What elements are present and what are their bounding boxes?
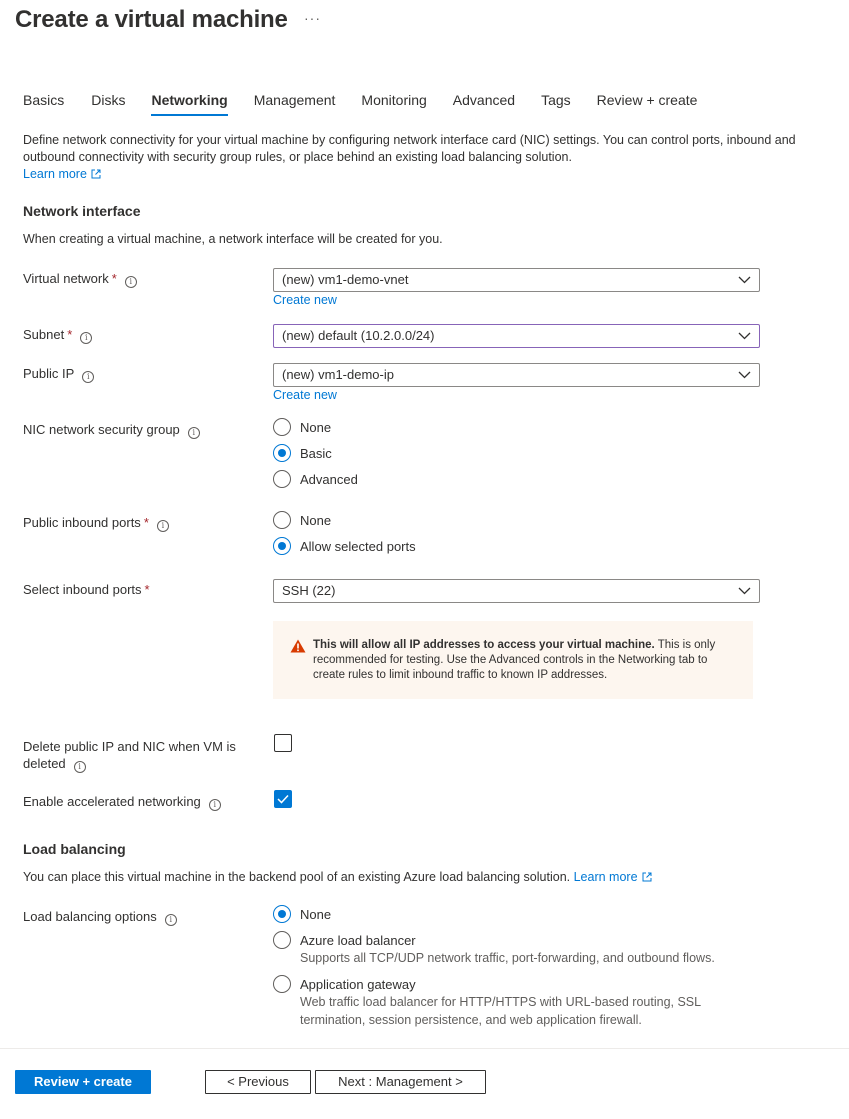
chevron-down-icon — [738, 274, 751, 285]
nsg-option-advanced[interactable]: Advanced — [273, 470, 358, 488]
tab-disks[interactable]: Disks — [91, 92, 126, 108]
nsg-label: NIC network security group i — [23, 421, 200, 439]
create-new-vnet-link[interactable]: Create new — [273, 293, 337, 307]
lb-option-application-gateway[interactable]: Application gateway — [273, 975, 416, 993]
accelerated-networking-label: Enable accelerated networking i — [23, 793, 221, 811]
warning-text: This is only recommended for testing. Use the Advanced controls in the Networking tab to create rules to limit inbound traffic to known IP addresses. — [313, 639, 716, 681]
radio-button-selected[interactable] — [273, 537, 291, 555]
learn-more-link[interactable]: Learn more — [573, 870, 638, 884]
public-ip-select[interactable]: (new) vm1-demo-ip — [273, 363, 760, 387]
public-ip-label: Public IP i — [23, 365, 94, 383]
subnet-select[interactable]: (new) default (10.2.0.0/24) — [273, 324, 760, 348]
radio-button-selected[interactable] — [273, 444, 291, 462]
select-inbound-ports-label: Select inbound ports * — [23, 582, 150, 597]
intro-description — [23, 132, 823, 183]
chevron-down-icon — [738, 585, 751, 596]
external-link-icon — [91, 169, 101, 179]
tab-advanced[interactable]: Advanced — [452, 92, 516, 108]
lb-option-gateway-description-line1: Web traffic load balancer for HTTP/HTTPS with URL-based routing, SSL — [300, 995, 702, 1009]
delete-ip-nic-checkbox[interactable] — [274, 734, 292, 752]
tab-monitoring[interactable]: Monitoring — [361, 92, 427, 108]
footer-divider — [0, 1048, 849, 1049]
load-balancing-description: You can place this virtual machine in the backend pool of an existing Azure load balancing solution. Learn more — [23, 870, 652, 884]
inbound-ports-select[interactable]: SSH (22) — [273, 579, 760, 603]
virtual-network-select[interactable]: (new) vm1-demo-vnet — [273, 268, 760, 292]
lb-option-none[interactable]: None — [273, 905, 331, 923]
tab-basics[interactable]: Basics — [23, 92, 65, 108]
network-interface-heading: Network interface — [23, 203, 141, 219]
page-title: Create a virtual machine — [15, 6, 288, 33]
next-button[interactable]: Next : Management > — [315, 1070, 486, 1094]
review-create-button[interactable]: Review + create — [15, 1070, 151, 1094]
network-interface-description: When creating a virtual machine, a network interface will be created for you. — [23, 232, 443, 246]
radio-button-selected[interactable] — [273, 905, 291, 923]
info-icon[interactable]: i — [165, 914, 177, 926]
warning-bold-text: This will allow all IP addresses to access your virtual machine. — [313, 639, 655, 651]
tab-networking[interactable]: Networking — [151, 92, 227, 116]
tab-management[interactable]: Management — [253, 92, 336, 108]
inbound-ports-label: Public inbound ports * i — [23, 514, 169, 532]
delete-ip-nic-label-line2: deleted i — [23, 755, 86, 773]
radio-button[interactable] — [273, 975, 291, 993]
radio-button[interactable] — [273, 931, 291, 949]
info-icon[interactable]: i — [82, 371, 94, 383]
load-balancing-options-label: Load balancing options i — [23, 908, 177, 926]
info-icon[interactable]: i — [209, 799, 221, 811]
info-icon[interactable]: i — [125, 276, 137, 288]
nsg-option-none[interactable]: None — [273, 418, 331, 436]
tab-bar — [23, 92, 723, 116]
nsg-option-basic[interactable]: Basic — [273, 444, 332, 462]
chevron-down-icon — [738, 369, 751, 380]
warning-message — [273, 621, 753, 699]
radio-button[interactable] — [273, 418, 291, 436]
load-balancing-heading: Load balancing — [23, 841, 126, 857]
inbound-ports-option-allow[interactable]: Allow selected ports — [273, 537, 416, 555]
virtual-network-label: Virtual network * i — [23, 270, 137, 288]
previous-button[interactable]: < Previous — [205, 1070, 311, 1094]
tab-review-create[interactable]: Review + create — [596, 92, 698, 108]
chevron-down-icon — [738, 330, 751, 341]
delete-ip-nic-label: Delete public IP and NIC when VM is — [23, 739, 236, 754]
intro-text: Define network connectivity for your virtual machine by configuring network interface card (NIC) settings. You can control ports, inbound and outbound connectivity with security group rules, or place behind an existing load balancing solution. — [23, 133, 796, 164]
learn-more-link[interactable]: Learn more — [23, 167, 87, 181]
info-icon[interactable]: i — [157, 520, 169, 532]
tab-tags[interactable]: Tags — [541, 92, 571, 108]
checkmark-icon — [277, 794, 289, 804]
radio-button[interactable] — [273, 511, 291, 529]
lb-option-gateway-description-line2: termination, session persistence, and web application firewall. — [300, 1013, 642, 1027]
info-icon[interactable]: i — [80, 332, 92, 344]
inbound-ports-option-none[interactable]: None — [273, 511, 331, 529]
lb-option-azure-description: Supports all TCP/UDP network traffic, port-forwarding, and outbound flows. — [300, 951, 715, 965]
info-icon[interactable]: i — [188, 427, 200, 439]
accelerated-networking-checkbox[interactable] — [274, 790, 292, 808]
create-new-public-ip-link[interactable]: Create new — [273, 388, 337, 402]
radio-button[interactable] — [273, 470, 291, 488]
lb-option-azure-load-balancer[interactable]: Azure load balancer — [273, 931, 416, 949]
info-icon[interactable]: i — [74, 761, 86, 773]
warning-icon — [290, 639, 306, 653]
external-link-icon — [642, 872, 652, 882]
more-options-icon[interactable]: ··· — [304, 10, 321, 26]
subnet-label: Subnet * i — [23, 326, 92, 344]
